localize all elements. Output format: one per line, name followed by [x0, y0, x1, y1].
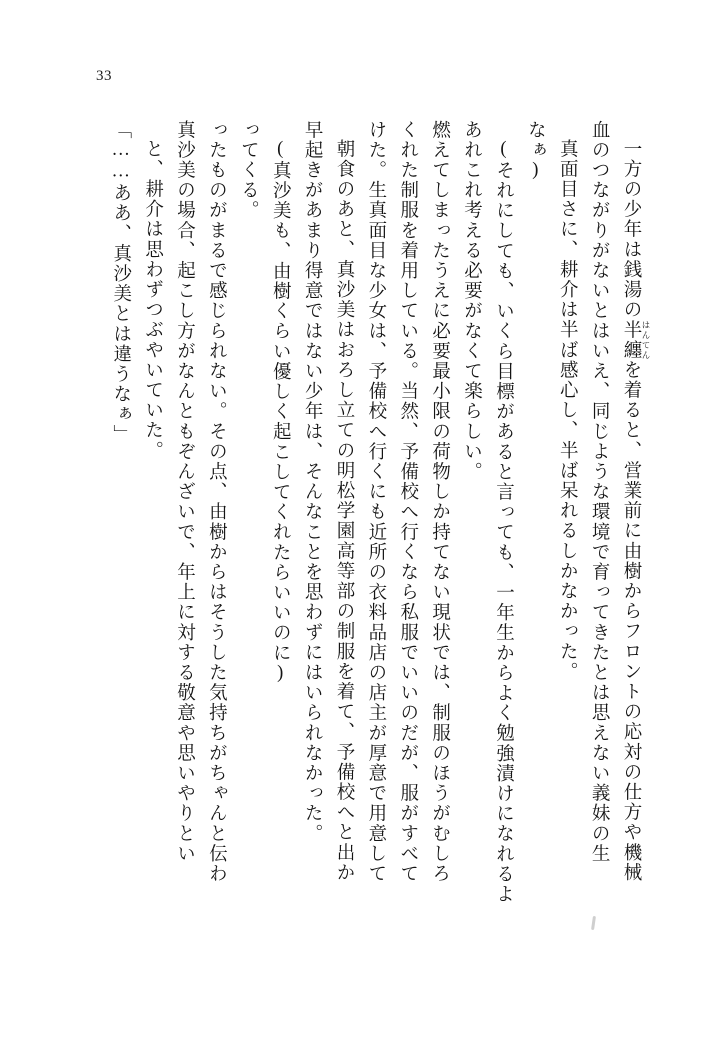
ruby-reading: はんてん: [641, 319, 651, 361]
text-column-17-part-a: 一方の少年は銭湯の: [621, 139, 641, 320]
text-column-5: ってくる。: [238, 120, 259, 221]
text-column-3: 真沙美の場合、起こし方がなんともぞんざいで、年上に対する敬意や思いやりとい: [174, 120, 195, 864]
text-column-6: (真沙美も、由樹くらい優しく起こしてくれたらいいのに): [270, 139, 291, 685]
text-column-15: 真面目さに、耕介は半ば感心し、半ば呆れるしかなかった。: [557, 139, 578, 682]
text-column-12: あれこれ考える必要がなくて楽らしい。: [461, 120, 482, 482]
text-column-7: 早起きがあまり得意ではない少年は、そんなことを思わずにはいられなかった。: [302, 120, 323, 844]
text-column-14: なぁ): [525, 120, 546, 182]
ruby-base: 半纏: [621, 319, 641, 361]
ruby-hanten: [621, 319, 651, 361]
text-column-2: と、耕介は思わずつぶやいていた。: [142, 139, 163, 461]
text-column-13: (それにしても、いくら目標があると言っても、一年生からよく勉強漬けになれるよ: [493, 139, 514, 905]
text-column-11: 燃えてしまったうえに必要最小限の荷物しか持てない現状では、制服のほうがむしろ: [429, 120, 450, 884]
vertical-text-block: [98, 120, 651, 960]
text-column-9: けた。生真面目な少女は、予備校へ行くにも近所の衣料品店の店主が厚意で用意して: [365, 120, 386, 884]
text-column-17: [622, 120, 652, 979]
text-column-8: 朝食のあと、真沙美はおろし立ての明松学園高等部の制服を着て、予備校へと出か: [333, 139, 354, 883]
page-number: 33: [96, 68, 112, 84]
text-column-4: ったものがまるで感じられない。その点、由樹からはそうした気持ちがちゃんと伝わ: [206, 120, 227, 884]
text-column-1: 「……ああ、真沙美とは違うなぁ」: [110, 120, 131, 445]
text-column-10: くれた制服を着用している。当然、予備校へ行くなら私服でいいのだが、服がすべて: [397, 120, 418, 884]
text-column-16: 血のつながりがないとはいえ、同じような環境で育ってきたとは思えない義妹の生: [589, 120, 610, 864]
text-column-17-part-b: を着ると、営業前に由樹からフロントの応対の仕方や機械: [621, 360, 641, 883]
